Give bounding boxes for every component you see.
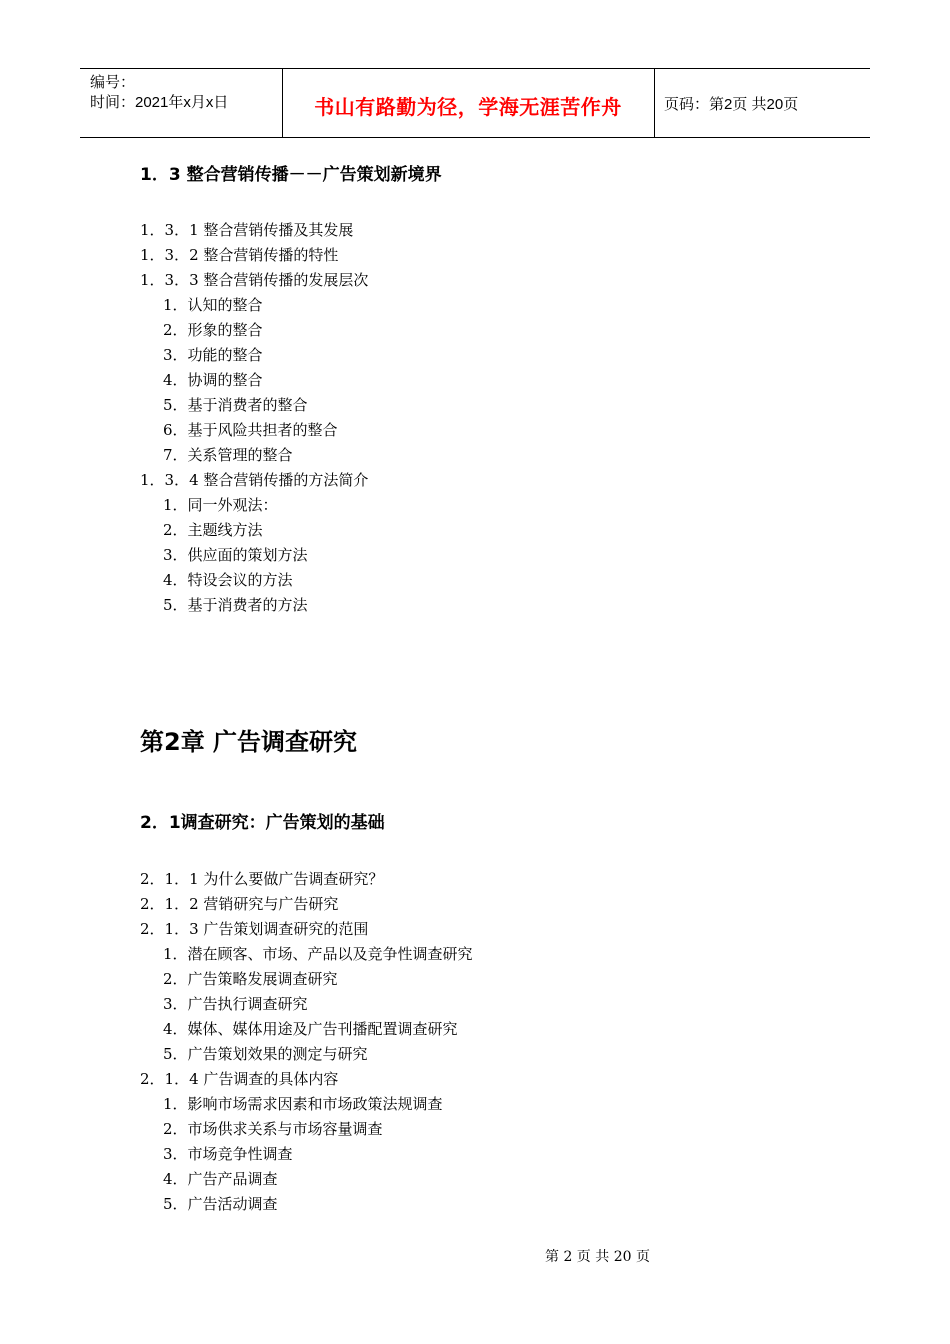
header-page-info: 页码：第2页 共20页 [664, 96, 799, 113]
list-item: 2．1．4 广告调查的具体内容 [140, 1070, 339, 1088]
list-item: 1．同一外观法： [163, 496, 278, 514]
list-item: 4．广告产品调查 [163, 1170, 278, 1188]
list-item: 1．影响市场需求因素和市场政策法规调查 [163, 1095, 443, 1113]
list-item: 5．基于消费者的整合 [163, 396, 308, 414]
section-2-1-list [140, 867, 473, 1217]
list-item: 5．基于消费者的方法 [163, 596, 308, 614]
list-item: 3．广告执行调查研究 [163, 995, 308, 1013]
list-item: 7．关系管理的整合 [163, 446, 293, 464]
list-item: 2．市场供求关系与市场容量调查 [163, 1120, 383, 1138]
list-item: 2．1．3 广告策划调查研究的范围 [140, 920, 369, 938]
header-meta [90, 73, 228, 113]
section-title-2-1: 2．1调查研究：广告策划的基础 [140, 813, 385, 833]
time-label: 时间：2021年x月x日 [90, 94, 229, 111]
list-item: 3．功能的整合 [163, 346, 263, 364]
list-item: 5．广告策划效果的测定与研究 [163, 1045, 368, 1063]
chapter-title: 第2章 广告调查研究 [140, 728, 358, 756]
page-header [80, 68, 870, 138]
list-item: 1．3．2 整合营销传播的特性 [140, 246, 339, 264]
list-item: 2．1．2 营销研究与广告研究 [140, 895, 339, 913]
list-item: 2．1．1 为什么要做广告调查研究？ [140, 870, 384, 888]
list-item: 6．基于风险共担者的整合 [163, 421, 338, 439]
list-item: 3．市场竞争性调查 [163, 1145, 293, 1163]
list-item: 3．供应面的策划方法 [163, 546, 308, 564]
header-divider [654, 69, 655, 137]
list-item: 1．认知的整合 [163, 296, 263, 314]
list-item: 1．3．4 整合营销传播的方法简介 [140, 471, 369, 489]
list-item: 2．广告策略发展调查研究 [163, 970, 338, 988]
list-item: 2．形象的整合 [163, 321, 263, 339]
list-item: 1．3．3 整合营销传播的发展层次 [140, 271, 369, 289]
serial-label: 编号： [90, 74, 136, 91]
list-item: 4．协调的整合 [163, 371, 263, 389]
section-title-1-3: 1．3 整合营销传播－－广告策划新境界 [140, 165, 442, 185]
list-item: 1．潜在顾客、市场、产品以及竞争性调查研究 [163, 945, 473, 963]
list-item: 1．3．1 整合营销传播及其发展 [140, 221, 354, 239]
list-item: 2．主题线方法 [163, 521, 263, 539]
list-item: 5．广告活动调查 [163, 1195, 278, 1213]
page-footer: 第 2 页 共 20 页 [545, 1249, 650, 1265]
section-1-3-list [140, 218, 368, 618]
header-motto: 书山有路勤为径，学海无涯苦作舟 [314, 95, 622, 119]
list-item: 4．特设会议的方法 [163, 571, 293, 589]
list-item: 4．媒体、媒体用途及广告刊播配置调查研究 [163, 1020, 458, 1038]
